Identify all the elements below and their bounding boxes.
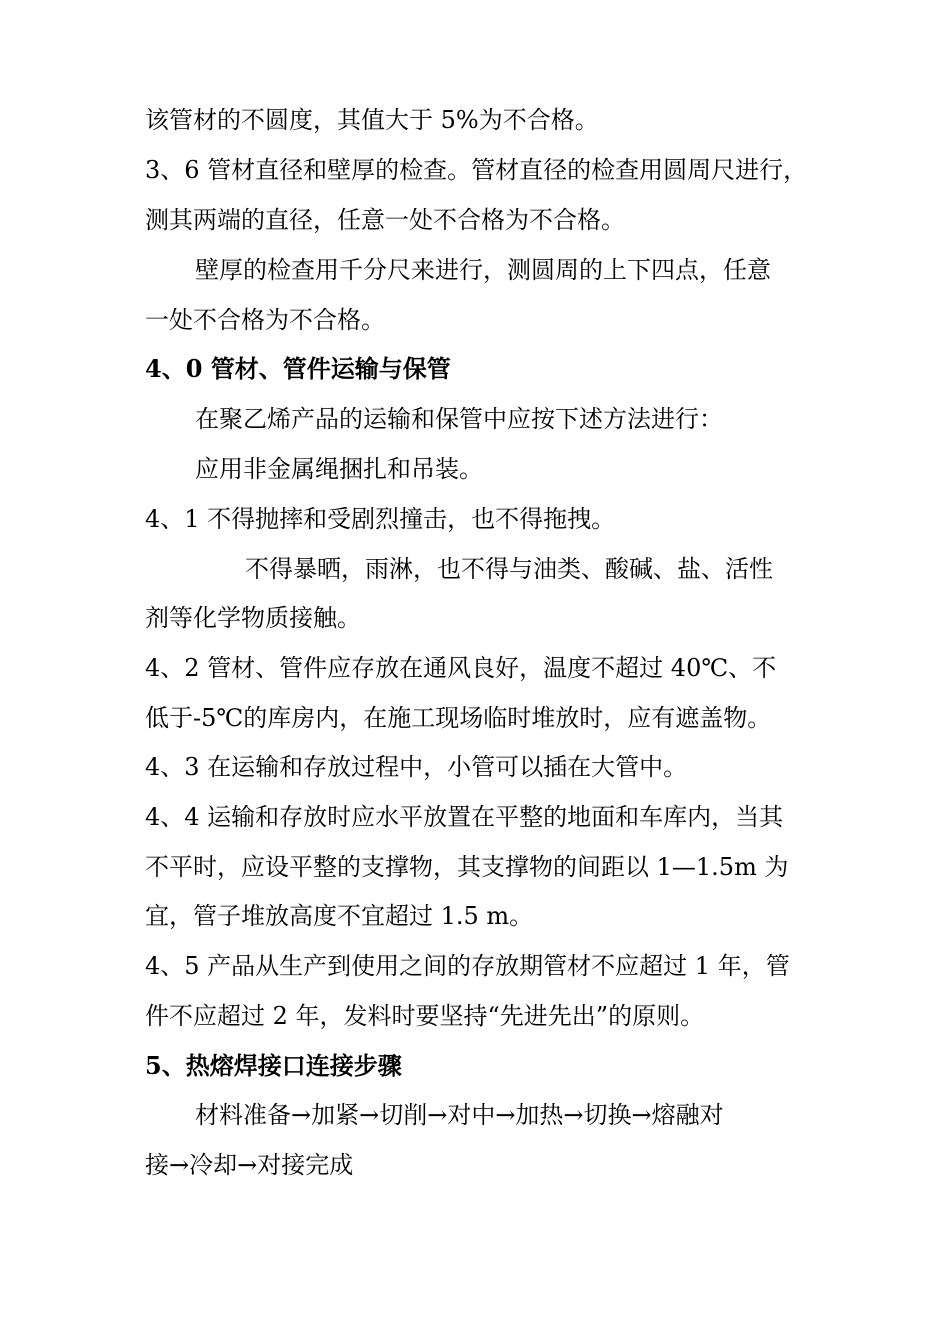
paragraph-line: 剂等化学物质接触。 bbox=[145, 604, 361, 632]
paragraph-line: 4、2 管材、管件应存放在通风良好，温度不超过 40℃、不 bbox=[145, 654, 777, 682]
paragraph-line: 材料准备→加紧→切削→对中→加热→切换→熔融对 bbox=[195, 1101, 724, 1129]
paragraph-line: 4、4 运输和存放时应水平放置在平整的地面和车库内，当其 bbox=[145, 803, 784, 831]
paragraph-line: 4、3 在运输和存放过程中，小管可以插在大管中。 bbox=[145, 753, 688, 781]
paragraph-line: 在聚乙烯产品的运输和保管中应按下述方法进行： bbox=[195, 405, 723, 433]
paragraph-line: 接→冷却→对接完成 bbox=[145, 1151, 354, 1179]
paragraph-line: 壁厚的检查用千分尺来进行，测圆周的上下四点，任意 bbox=[195, 256, 771, 284]
paragraph-line: 应用非金属绳捆扎和吊装。 bbox=[195, 455, 483, 483]
section-heading: 4、0 管材、管件运输与保管 bbox=[145, 354, 451, 383]
paragraph-line: 3、6 管材直径和壁厚的检查。管材直径的检查用圆周尺进行， bbox=[145, 156, 808, 184]
section-heading: 5、热熔焊接口连接步骤 bbox=[145, 1051, 402, 1080]
paragraph-line: 该管材的不圆度，其值大于 5%为不合格。 bbox=[145, 106, 599, 134]
paragraph-line: 一处不合格为不合格。 bbox=[145, 306, 385, 334]
paragraph-line: 不得暴晒，雨淋，也不得与油类、酸碱、盐、活性 bbox=[245, 555, 773, 583]
paragraph-line: 测其两端的直径，任意一处不合格为不合格。 bbox=[145, 206, 625, 234]
paragraph-line: 4、1 不得抛摔和受剧烈撞击，也不得拖拽。 bbox=[145, 505, 616, 533]
paragraph-line: 低于-5℃的库房内，在施工现场临时堆放时，应有遮盖物。 bbox=[145, 704, 772, 732]
paragraph-line: 宜，管子堆放高度不宜超过 1.5 m。 bbox=[145, 902, 534, 930]
paragraph-line: 不平时，应设平整的支撑物，其支撑物的间距以 1—1.5m 为 bbox=[145, 853, 789, 881]
paragraph-line: 件不应超过 2 年，发料时要坚持“先进先出”的原则。 bbox=[145, 1002, 705, 1030]
paragraph-line: 4、5 产品从生产到使用之间的存放期管材不应超过 1 年，管 bbox=[145, 952, 790, 980]
